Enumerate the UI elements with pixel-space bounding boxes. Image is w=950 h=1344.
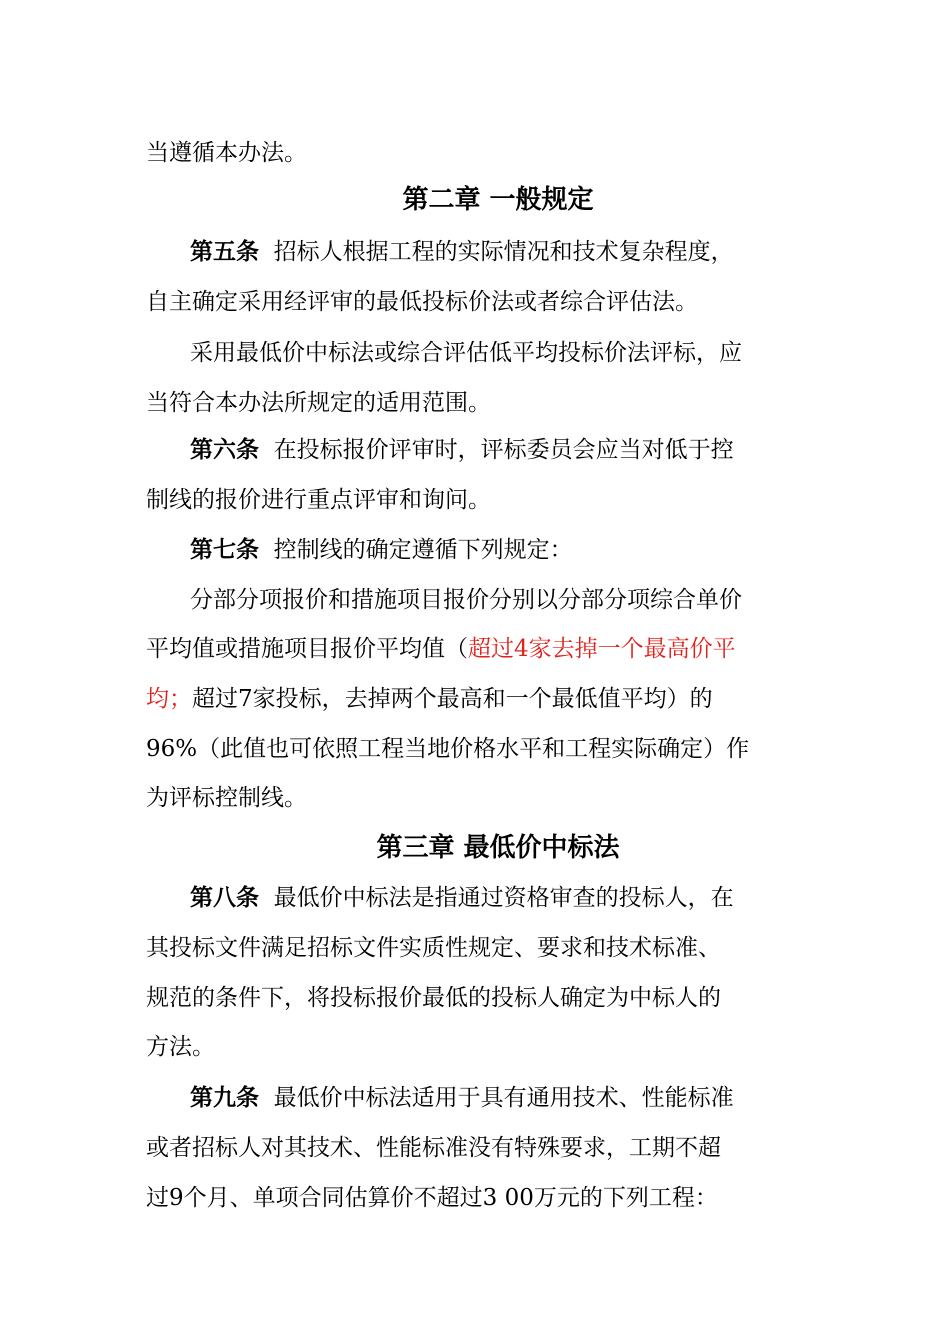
line-text: 为评标控制线。 (146, 785, 307, 811)
line-text: 招标人根据工程的实际情况和技术复杂程度， (273, 239, 734, 265)
article-label: 第五条 (190, 238, 259, 265)
line-text: 采用最低价中标法或综合评估低平均投标价法评标，应 (190, 340, 742, 366)
article-8-line-3 (146, 983, 806, 1013)
line-text: 自主确定采用经评审的最低投标价法或者综合评估法。 (146, 289, 698, 315)
highlighted-text: 超过4家去掉一个最高价平 (468, 636, 736, 662)
article-label: 第六条 (190, 436, 259, 463)
paragraph-line (146, 684, 806, 714)
article-8-line-2 (146, 933, 806, 963)
article-5-line-2 (146, 287, 806, 317)
line-text: 过9个月、单项合同估算价不超过3 00万元的下列工程： (146, 1185, 718, 1211)
line-text: 其投标文件满足招标文件实质性规定、要求和技术标准、 (146, 935, 721, 961)
line-text: 最低价中标法是指通过资格审查的投标人，在 (273, 885, 734, 911)
paragraph-line (146, 783, 806, 813)
paragraph-line (190, 338, 806, 368)
article-8-line-1 (190, 883, 806, 913)
line-text: 当符合本办法所规定的适用范围。 (146, 390, 491, 416)
line-text: 96%（此值也可依照工程当地价格水平和工程实际确定）作 (146, 736, 750, 762)
article-7-line-1 (190, 535, 806, 565)
highlighted-text: 均； (146, 686, 192, 712)
line-text: 规范的条件下，将投标报价最低的投标人确定为中标人的 (146, 985, 721, 1011)
article-label: 第九条 (190, 1084, 259, 1111)
article-8-line-4 (146, 1032, 806, 1062)
line-text: 超过7家投标，去掉两个最高和一个最低值平均）的 (192, 686, 713, 712)
article-9-line-3 (146, 1183, 806, 1213)
line-text: 方法。 (146, 1034, 215, 1060)
line-text: 制线的报价进行重点评审和询问。 (146, 487, 491, 513)
line-text: 控制线的确定遵循下列规定： (273, 537, 573, 563)
text-line (146, 138, 806, 168)
paragraph-line (146, 734, 806, 764)
paragraph-line (146, 634, 806, 664)
article-5-line-1 (190, 237, 806, 267)
line-text: 或者招标人对其技术、性能标准没有特殊要求，工期不超 (146, 1135, 721, 1161)
article-9-line-2 (146, 1133, 806, 1163)
line-text: 分部分项报价和措施项目报价分别以分部分项综合单价 (190, 587, 742, 613)
article-label: 第八条 (190, 884, 259, 911)
article-label: 第七条 (190, 536, 259, 563)
article-6-line-1 (190, 435, 806, 465)
line-text: 在投标报价评审时，评标委员会应当对低于控 (273, 437, 734, 463)
chapter-heading: 第二章 一般规定 (402, 185, 594, 215)
chapter-heading: 第三章 最低价中标法 (376, 833, 620, 863)
article-9-line-1 (190, 1083, 806, 1113)
paragraph-line (190, 585, 806, 615)
line-text: 当遵循本办法。 (146, 140, 307, 166)
article-6-line-2 (146, 485, 806, 515)
line-text: 平均值或措施项目报价平均值（ (146, 636, 468, 662)
paragraph-line (146, 388, 806, 418)
line-text: 最低价中标法适用于具有通用技术、性能标准 (273, 1085, 734, 1111)
